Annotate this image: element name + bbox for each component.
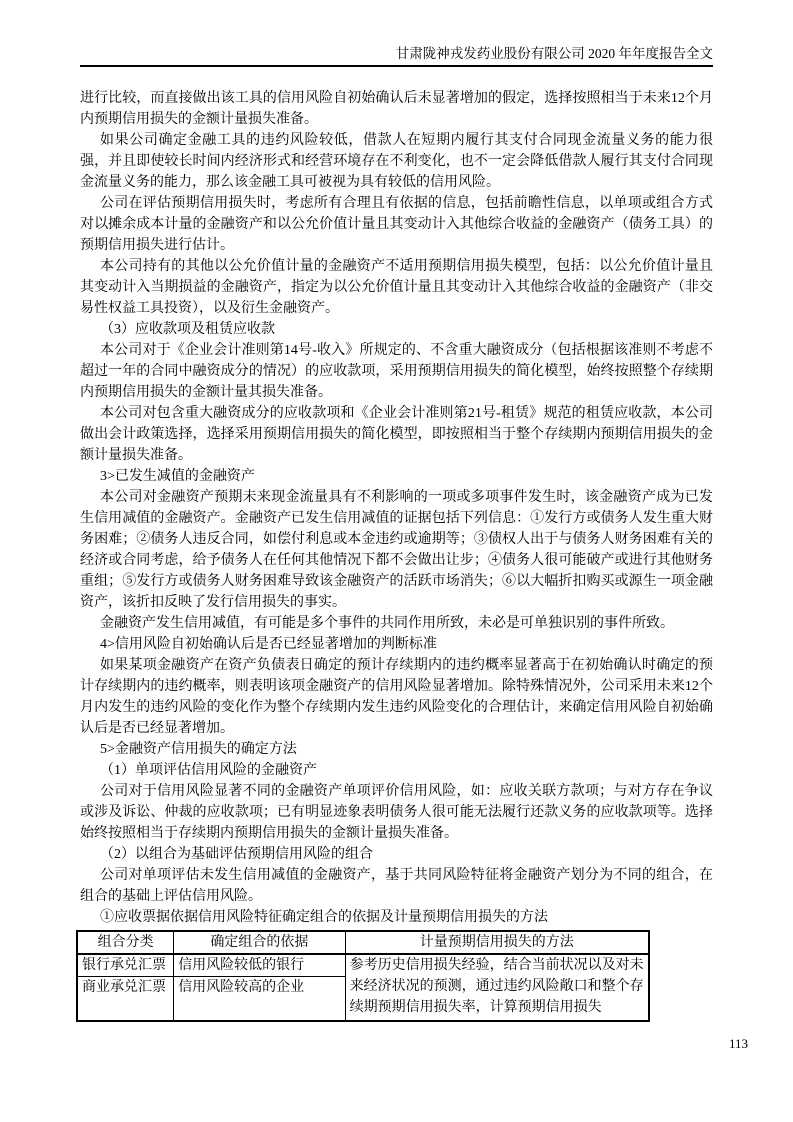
page-header xyxy=(80,45,713,67)
table-header-cell: 确定组合的依据 xyxy=(174,931,345,954)
section-heading: （3）应收款项及租赁应收款 xyxy=(100,322,275,337)
paragraph: 如果某项金融资产在资产负债表日确定的预计存续期内的违约概率显著高于在初始确认时确定的预计存续期内的违约概率，则表明该项金融资产的信用风险显著增加。除特殊情况外，公司采用未来12个月内发生的违约风险的变化作为整个存续期内发生违约风险变化的合理估计，来确定信用风险自初始确认后是否已经显著增加。 xyxy=(80,658,713,736)
section-heading: 3>已发生减值的金融资产 xyxy=(100,469,255,484)
composition-table xyxy=(76,930,650,1022)
paragraph: 公司在评估预期信用损失时，考虑所有合理且有依据的信息，包括前瞻性信息，以单项或组合方式对以摊余成本计量的金融资产和以公允价值计量且其变动计入其他综合收益的金融资产（债务工具）的预期信用损失进行估计。 xyxy=(80,196,713,253)
section-heading: ①应收票据依据信用风险特征确定组合的依据及计量预期信用损失的方法 xyxy=(100,910,548,925)
paragraph: 本公司对于《企业会计准则第14号-收入》所规定的、不含重大融资成分（包括根据该准则不考虑不超过一年的合同中融资成分的情况）的应收款项，采用预期信用损失的简化模型，始终按照整个存续期内预期信用损失的金额计量其损失准备。 xyxy=(80,343,713,400)
section-heading: （1）单项评估信用风险的金融资产 xyxy=(100,763,317,778)
table-cell: 信用风险较低的银行 xyxy=(174,954,345,977)
table-row xyxy=(77,954,649,977)
paragraph: 金融资产发生信用减值，有可能是多个事件的共同作用所致，未必是可单独识别的事件所致。 xyxy=(100,616,674,631)
paragraph: 本公司对包含重大融资成分的应收款项和《企业会计准则第21号-租赁》规范的租赁应收款，本公司做出会计政策选择，选择采用预期信用损失的简化模型，即按照相当于整个存续期内预期信用损失的金额计量损失准备。 xyxy=(80,406,713,463)
paragraph: 公司对于信用风险显著不同的金融资产单项评价信用风险，如：应收关联方款项；与对方存在争议或涉及诉讼、仲裁的应收款项；已有明显迹象表明债务人很可能无法履行还款义务的应收款项等。选择始终按照相当于存续期内预期信用损失的金额计量损失准备。 xyxy=(80,784,713,841)
paragraph: 公司对单项评估未发生信用减值的金融资产，基于共同风险特征将金融资产划分为不同的组合，在组合的基础上评估信用风险。 xyxy=(80,868,713,904)
paragraph: 本公司对金融资产预期未来现金流量具有不利影响的一项或多项事件发生时，该金融资产成为已发生信用减值的金融资产。金融资产已发生信用减值的证据包括下列信息：①发行方或债务人发生重大财务困难；②债务人违反合同，如偿付利息或本金违约或逾期等；③债权人出于与债务人财务困难有关的经济或合同考虑，给予债务人在任何其他情况下都不会做出让步；④债务人很可能破产或进行其他财务重组；⑤发行方或债务人财务困难导致该金融资产的活跃市场消失；⑥以大幅折扣购买或源生一项金融资产，该折扣反映了发行信用损失的事实。 xyxy=(80,490,713,610)
section-heading: 4>信用风险自初始确认后是否已经显著增加的判断标准 xyxy=(100,637,437,652)
table-header-cell: 组合分类 xyxy=(77,931,174,954)
table-cell: 银行承兑汇票 xyxy=(77,954,174,977)
paragraph: 如果公司确定金融工具的违约风险较低，借款人在短期内履行其支付合同现金流量义务的能力很强，并且即使较长时间内经济形式和经营环境存在不利变化，也不一定会降低借款人履行其支付合同现金流量义务的能力，那么该金融工具可被视为具有较低的信用风险。 xyxy=(80,133,713,190)
table-cell-merged: 参考历史信用损失经验，结合当前状况以及对未来经济状况的预测，通过违约风险敞口和整个存续期预期信用损失率，计算预期信用损失 xyxy=(345,954,649,1021)
table-cell: 商业承兑汇票 xyxy=(77,977,174,1021)
table-header-cell: 计量预期信用损失的方法 xyxy=(345,931,649,954)
page-number: 113 xyxy=(728,1036,748,1051)
paragraph: 进行比较，而直接做出该工具的信用风险自初始确认后未显著增加的假定，选择按照相当于未来12个月内预期信用损失的金额计量损失准备。 xyxy=(80,91,713,127)
paragraph: 本公司持有的其他以公允价值计量的金融资产不适用预期信用损失模型，包括：以公允价值计量且其变动计入当期损益的金融资产，指定为以公允价值计量且其变动计入其他综合收益的金融资产（非交易性权益工具投资），以及衍生金融资产。 xyxy=(80,259,713,316)
section-heading: （2）以组合为基础评估预期信用风险的组合 xyxy=(100,847,373,862)
section-heading: 5>金融资产信用损失的确定方法 xyxy=(100,742,297,757)
content-area xyxy=(80,88,713,1022)
table-header-row xyxy=(77,931,649,954)
table-cell: 信用风险较高的企业 xyxy=(174,977,345,1021)
report-title: 甘肃陇神戎发药业股份有限公司 2020 年年度报告全文 xyxy=(395,46,713,61)
